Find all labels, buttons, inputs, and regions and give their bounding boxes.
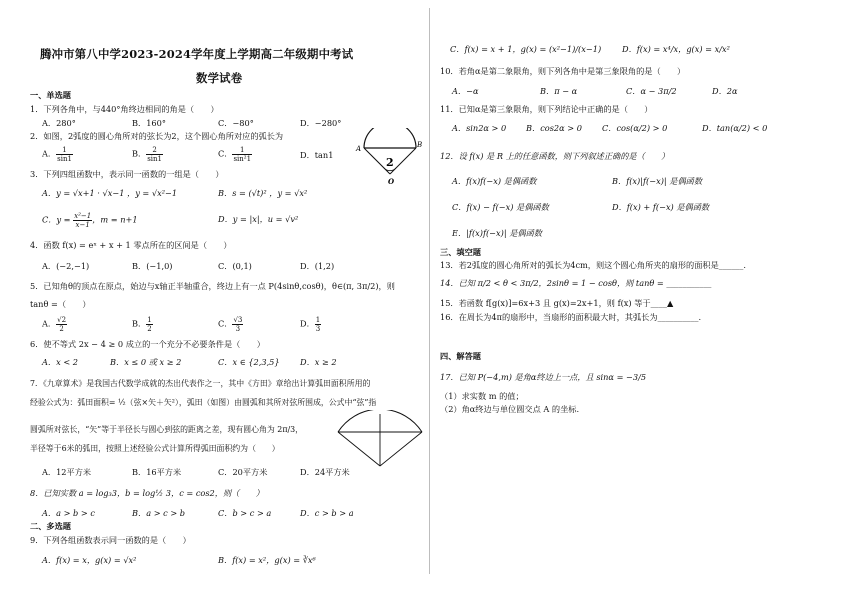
q10-option-d: D．2α — [712, 86, 738, 96]
section-single-choice: 一、单选题 — [30, 90, 71, 100]
q1-option-a: A．280° — [42, 118, 76, 128]
q4-option-b: B．(−1,0) — [132, 261, 173, 271]
section-multi-choice: 二、多选题 — [30, 521, 71, 531]
sector-arc — [364, 128, 416, 148]
q8-stem: 8．已知实数 a = log₃3，b = log½ 3，c = cos2，则（ ） — [30, 488, 264, 498]
q5-option-b: B． $\frac{1}{2}$ — [132, 316, 152, 333]
q3-stem: 3．下列四组函数中，表示同一函数的一组是（ ） — [30, 169, 224, 179]
q9-option-a: A．f(x) = x，g(x) = √x² — [42, 555, 137, 565]
section-fill-blank: 三、填空题 — [440, 247, 481, 257]
q11-option-b: B．cos2α > 0 — [526, 123, 582, 133]
q13: 13．若2弧度的圆心角所对的弧长为4cm，则这个圆心角所夹的扇形的面积是______. — [440, 260, 746, 270]
q7-line1: 7．《九章算术》是我国古代数学成就的杰出代表作之一，其中《方田》章给出计算弧田面积所用的 — [30, 379, 371, 388]
q8-option-b: B．a > c > b — [132, 508, 186, 518]
q3-option-b: B．s = (√t)² ，y = √x² — [218, 188, 308, 198]
q6-option-d: D．x ≥ 2 — [300, 357, 337, 367]
arc-field-figure — [334, 410, 426, 470]
q7-line3: 圆弧所对弦长，“矢”等于半径长与圆心到弦的距离之差，现有圆心角为 2π/3， — [30, 425, 304, 434]
q12-option-d: D．f(x) + f(−x) 是偶函数 — [612, 202, 710, 212]
q1-option-c: C．−80° — [218, 118, 254, 128]
q2-option-b: B． $\frac{2}{\sin 1}$ — [132, 146, 163, 163]
sector-label-a: A — [356, 145, 362, 153]
q11-option-c: C．cos(α/2) > 0 — [602, 123, 668, 133]
arc-field-radius-left — [338, 432, 380, 466]
q3-option-d: D．y = |x|，u = √v² — [218, 214, 299, 224]
exam-title: 腾冲市第八中学2023-2024学年度上学期高二年级期中考试 — [40, 47, 354, 61]
section-answer: 四、解答题 — [440, 351, 481, 361]
q1-stem: 1．下列各角中，与440°角终边相同的角是（ ） — [30, 104, 219, 114]
q9-option-d: D．f(x) = x⁴/x，g(x) = x/x² — [622, 44, 730, 54]
q17-sub1: （1）求实数 m 的值； — [440, 391, 524, 401]
q14: 14．已知 π/2 < θ < 3π/2，2sinθ = 1 − cosθ，则 tanθ = ___________ — [440, 278, 712, 288]
q2-option-d: D．tan1 — [300, 150, 334, 160]
q2-option-a: A． $\frac{1}{\sin 1}$ — [42, 146, 72, 163]
q12-option-b: B．f(x)|f(−x)| 是偶函数 — [612, 176, 703, 186]
q1-option-b: B．160° — [132, 118, 166, 128]
q2-stem: 2．如图，2弧度的圆心角所对的弦长为2，这个圆心角所对应的弧长为 — [30, 131, 284, 141]
q11-option-d: D．tan(α/2) < 0 — [702, 123, 768, 133]
q6-option-a: A．x < 2 — [42, 357, 78, 367]
q7-line4: 半径等于6米的弧田，按照上述经验公式计算所得弧田面积约为（ ） — [30, 444, 280, 453]
q5-stem: 5．已知角θ的顶点在原点，始边与x轴正半轴重合，终边上有一点 P(4sinθ,cosθ)，θ∈(π, 3π/2)，则 — [30, 281, 395, 291]
q17-sub2: （2）角α终边与单位圆交点 A 的坐标. — [440, 404, 580, 414]
q10-option-a: A．−α — [452, 86, 479, 96]
q12-option-e: E．|f(x)f(−x)| 是偶函数 — [452, 228, 542, 238]
q4-option-d: D．(1,2) — [300, 261, 335, 271]
q15: 15．若函数 f[g(x)]=6x+3 且 g(x)=2x+1，则 f(x) 等于____▲ — [440, 298, 674, 308]
sector-label-angle: 2 — [386, 156, 394, 169]
q9-option-c: C．f(x) = x + 1，g(x) = (x²−1)/(x−1) — [450, 44, 602, 54]
q6-option-b: B．x ≤ 0 或 x ≥ 2 — [110, 357, 182, 367]
sector-label-o: O — [388, 177, 395, 186]
q7-option-b: B．16平方米 — [132, 467, 182, 477]
q8-option-a: A．a > b > c — [42, 508, 95, 518]
q4-stem: 4．函数 f(x) = eˣ + x + 1 零点所在的区间是（ ） — [30, 240, 232, 250]
sector-figure — [354, 128, 424, 190]
q1-option-d: D．−280° — [300, 118, 342, 128]
q7-option-c: C．20平方米 — [218, 467, 268, 477]
right-column — [430, 0, 860, 607]
q11-option-a: A．sin2α > 0 — [452, 123, 507, 133]
q12-option-a: A．f(x)f(−x) 是偶函数 — [452, 176, 537, 186]
q5-option-c: C． $\frac{√3}{3}$ — [218, 316, 243, 333]
q3-option-c: C．y = $\frac{\text{x²−1}}{x-1}$ ，m = n+1 — [42, 212, 138, 229]
q16: 16．在周长为4π的扇形中，当扇形的面积最大时，其弧长为__________. — [440, 312, 702, 322]
q7-option-a: A．12平方米 — [42, 467, 92, 477]
q17-stem: 17．已知 P(−4,m) 是角α终边上一点，且 sinα = −3/5 — [440, 372, 647, 382]
q5-option-a: A． $\frac{√2}{2}$ — [42, 316, 67, 333]
q12-option-c: C．f(x) − f(−x) 是偶函数 — [452, 202, 549, 212]
q7-option-d: D．24平方米 — [300, 467, 350, 477]
q10-option-b: B．π − α — [540, 86, 578, 96]
q8-option-c: C．b > c > a — [218, 508, 272, 518]
arc-field-radius-right — [380, 432, 422, 466]
q9-stem: 9．下列各组函数表示同一函数的是（ ） — [30, 535, 191, 545]
q10-option-c: C．α − 3π/2 — [626, 86, 677, 96]
q7-line2: 经验公式为：弧田面积= ½（弦×矢＋矢²），弧田（如图）由圆弧和其所对弦所围成，公式中“弦”指 — [30, 398, 377, 407]
q4-option-c: C．(0,1) — [218, 261, 252, 271]
q10-stem: 10．若角α是第二象限角，则下列各角中是第三象限角的是（ ） — [440, 66, 686, 76]
q12-stem: 12．设 f(x) 是 R 上的任意函数，则下列叙述正确的是（ ） — [440, 151, 670, 161]
q9-option-b: B．f(x) = x²，g(x) = ∛x⁶ — [218, 555, 316, 565]
left-column — [0, 0, 428, 607]
q8-option-d: D．c > b > a — [300, 508, 354, 518]
q11-stem: 11．已知α是第三象限角，则下列结论中正确的是（ ） — [440, 104, 653, 114]
q6-option-c: C．x ∈ {2,3,5} — [218, 357, 280, 367]
q5-stem-2: tanθ =（ ） — [30, 299, 91, 309]
q6-stem: 6．使不等式 2x − 4 ≥ 0 成立的一个充分不必要条件是（ ） — [30, 339, 265, 349]
sector-label-b: B — [417, 141, 423, 149]
exam-subtitle: 数学试卷 — [196, 71, 243, 85]
q4-option-a: A．(−2,−1) — [42, 261, 90, 271]
q3-option-a: A．y = √x+1 · √x−1 ，y = √x²−1 — [42, 188, 178, 198]
q5-option-d: D． $\frac{1}{3}$ — [300, 316, 321, 333]
q2-option-c: C． $\frac{1}{\text{sin²1}}$ — [218, 146, 252, 163]
